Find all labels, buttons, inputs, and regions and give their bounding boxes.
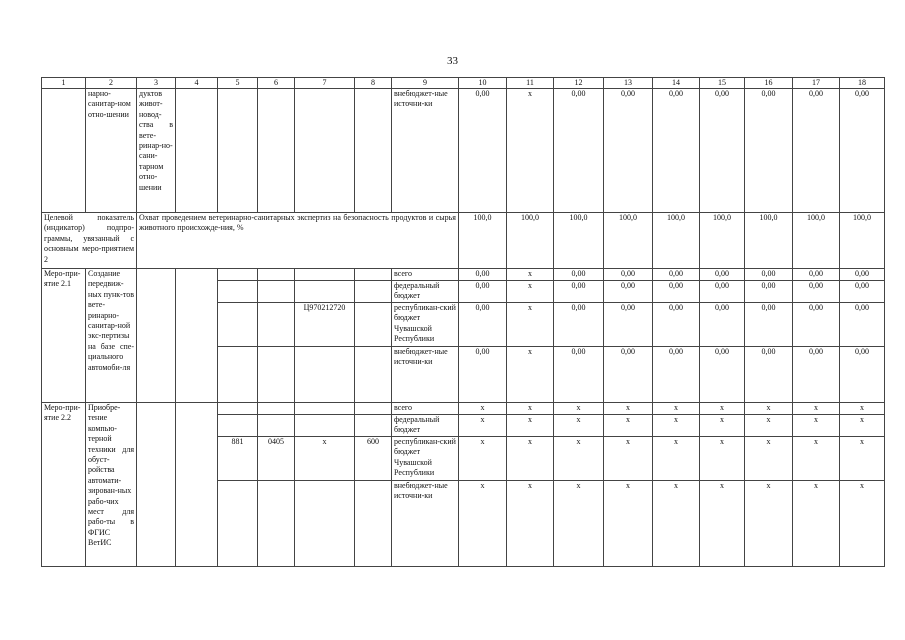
value-cell: 0,00 xyxy=(554,347,604,403)
value-cell: x xyxy=(793,415,840,437)
value-cell: 0,00 xyxy=(459,303,507,347)
value-cell: 100,0 xyxy=(793,213,840,269)
table-row xyxy=(42,269,885,281)
funding-source: всего xyxy=(392,269,459,281)
table-row xyxy=(42,213,885,269)
value-cell: x xyxy=(793,481,840,567)
value-cell: 0,00 xyxy=(653,303,700,347)
value-cell: x xyxy=(653,481,700,567)
value-cell: 0,00 xyxy=(745,269,793,281)
col-header: 9 xyxy=(392,78,459,89)
value-cell: x xyxy=(653,415,700,437)
value-cell: 0,00 xyxy=(840,303,885,347)
measure-name: Приобре-тение компью-терной техники для обуст-ройства автомати-зирован-ных рабо-чих мест для рабо-ты в ФГИС ВетИС xyxy=(86,403,137,567)
value-cell: x xyxy=(840,481,885,567)
value-cell: x xyxy=(840,415,885,437)
value-cell: x xyxy=(507,89,554,213)
value-cell: x xyxy=(459,403,507,415)
value-cell: 0,00 xyxy=(459,89,507,213)
value-cell: 0,00 xyxy=(554,303,604,347)
value-cell: x xyxy=(840,437,885,481)
table-row xyxy=(42,89,885,213)
col-header: 5 xyxy=(218,78,258,89)
value-cell: 0,00 xyxy=(653,269,700,281)
value-cell: x xyxy=(840,403,885,415)
column-number-row xyxy=(42,78,885,89)
col-header: 11 xyxy=(507,78,554,89)
value-cell: 0,00 xyxy=(604,269,653,281)
funding-source: федеральный бюджет xyxy=(392,281,459,303)
value-cell: x xyxy=(745,415,793,437)
funding-source: всего xyxy=(392,403,459,415)
col-header: 14 xyxy=(653,78,700,89)
value-cell: 100,0 xyxy=(745,213,793,269)
grbs-code: 881 xyxy=(218,437,258,481)
col-header: 7 xyxy=(295,78,355,89)
value-cell: 0,00 xyxy=(745,89,793,213)
value-cell: 100,0 xyxy=(840,213,885,269)
value-cell: 0,00 xyxy=(700,281,745,303)
value-cell: x xyxy=(793,403,840,415)
measure-name: Создание передвиж-ных пунк-тов вете-ринарно-санитар-ной экс-пертизы на базе спе-циального автомоби-ля xyxy=(86,269,137,403)
value-cell: x xyxy=(507,269,554,281)
value-cell: 0,00 xyxy=(793,89,840,213)
value-cell: x xyxy=(793,437,840,481)
value-cell: x xyxy=(604,403,653,415)
value-cell: x xyxy=(554,403,604,415)
value-cell: 0,00 xyxy=(793,347,840,403)
value-cell: 0,00 xyxy=(840,347,885,403)
value-cell: 0,00 xyxy=(554,89,604,213)
value-cell: x xyxy=(459,437,507,481)
value-cell: 0,00 xyxy=(700,89,745,213)
value-cell: x xyxy=(700,437,745,481)
indicator-label: Целевой показатель (индикатор) подпро-граммы, увязанный с основным меро-приятием 2 xyxy=(42,213,137,269)
value-cell: 0,00 xyxy=(604,347,653,403)
funding-source: федеральный бюджет xyxy=(392,415,459,437)
value-cell: x xyxy=(700,481,745,567)
value-cell: 0,00 xyxy=(653,347,700,403)
funding-source: внебюджет-ные источни-ки xyxy=(392,347,459,403)
value-cell: x xyxy=(507,415,554,437)
value-cell: 0,00 xyxy=(554,269,604,281)
funding-source: внебюджет-ные источни-ки xyxy=(392,89,459,213)
col-header: 6 xyxy=(258,78,295,89)
target-article-code: Ц970212720 xyxy=(295,303,355,347)
page-number: 33 xyxy=(447,55,458,67)
expense-type-code: 600 xyxy=(355,437,392,481)
value-cell: 100,0 xyxy=(459,213,507,269)
value-cell: 0,00 xyxy=(700,347,745,403)
value-cell: x xyxy=(554,437,604,481)
value-cell: x xyxy=(745,437,793,481)
col-header: 16 xyxy=(745,78,793,89)
value-cell: 0,00 xyxy=(700,303,745,347)
value-cell: x xyxy=(459,415,507,437)
col-header: 3 xyxy=(137,78,176,89)
value-cell: x xyxy=(507,281,554,303)
value-cell: 0,00 xyxy=(745,281,793,303)
value-cell: x xyxy=(507,347,554,403)
value-cell: 0,00 xyxy=(459,269,507,281)
value-cell: 100,0 xyxy=(507,213,554,269)
funding-source: внебюджет-ные источни-ки xyxy=(392,481,459,567)
value-cell: x xyxy=(604,481,653,567)
indicator-description: Охват проведением ветеринарно-санитарных экспертиз на безопасность продуктов и сырья животного происхожде-ния, % xyxy=(137,213,459,269)
value-cell: x xyxy=(745,481,793,567)
value-cell: x xyxy=(700,403,745,415)
value-cell: x xyxy=(507,403,554,415)
value-cell: x xyxy=(604,437,653,481)
value-cell: 0,00 xyxy=(745,347,793,403)
value-cell: 0,00 xyxy=(604,281,653,303)
col-header: 13 xyxy=(604,78,653,89)
col-header: 17 xyxy=(793,78,840,89)
value-cell: 0,00 xyxy=(653,89,700,213)
measure-label: Меро-при-ятие 2.2 xyxy=(42,403,86,567)
value-cell: x xyxy=(653,403,700,415)
measure-label: Меро-при-ятие 2.1 xyxy=(42,269,86,403)
value-cell: 0,00 xyxy=(840,281,885,303)
value-cell: 0,00 xyxy=(793,281,840,303)
value-cell: x xyxy=(459,481,507,567)
measure-name-cont: нарно-санитар-ном отно-шении xyxy=(86,89,137,213)
value-cell: 0,00 xyxy=(459,281,507,303)
section-code: 0405 xyxy=(258,437,295,481)
value-cell: x xyxy=(507,437,554,481)
value-cell: 0,00 xyxy=(745,303,793,347)
value-cell: 100,0 xyxy=(604,213,653,269)
funding-source: республикан-ский бюджет Чувашской Республики xyxy=(392,437,459,481)
value-cell: x xyxy=(554,481,604,567)
value-cell: 0,00 xyxy=(793,303,840,347)
col-header: 4 xyxy=(176,78,218,89)
col-header: 2 xyxy=(86,78,137,89)
value-cell: 0,00 xyxy=(793,269,840,281)
value-cell: x xyxy=(604,415,653,437)
target-article-code: x xyxy=(295,437,355,481)
measure-goal-cont: дуктов живот-новод-ства в вете-ринар-но-сани-тарном отно-шении xyxy=(137,89,176,213)
col-header: 18 xyxy=(840,78,885,89)
col-header: 12 xyxy=(554,78,604,89)
value-cell: x xyxy=(745,403,793,415)
value-cell: x xyxy=(507,303,554,347)
col-header: 15 xyxy=(700,78,745,89)
value-cell: x xyxy=(700,415,745,437)
value-cell: 100,0 xyxy=(700,213,745,269)
value-cell: 100,0 xyxy=(554,213,604,269)
value-cell: 0,00 xyxy=(604,89,653,213)
value-cell: 0,00 xyxy=(700,269,745,281)
value-cell: 100,0 xyxy=(653,213,700,269)
value-cell: 0,00 xyxy=(653,281,700,303)
program-table xyxy=(41,77,885,567)
value-cell: x xyxy=(554,415,604,437)
col-header: 8 xyxy=(355,78,392,89)
value-cell: 0,00 xyxy=(604,303,653,347)
value-cell: x xyxy=(653,437,700,481)
value-cell: 0,00 xyxy=(840,89,885,213)
table-row xyxy=(42,403,885,415)
value-cell: x xyxy=(507,481,554,567)
col-header: 1 xyxy=(42,78,86,89)
funding-source: республикан-ский бюджет Чувашской Республики xyxy=(392,303,459,347)
col-header: 10 xyxy=(459,78,507,89)
value-cell: 0,00 xyxy=(840,269,885,281)
value-cell: 0,00 xyxy=(554,281,604,303)
value-cell: 0,00 xyxy=(459,347,507,403)
